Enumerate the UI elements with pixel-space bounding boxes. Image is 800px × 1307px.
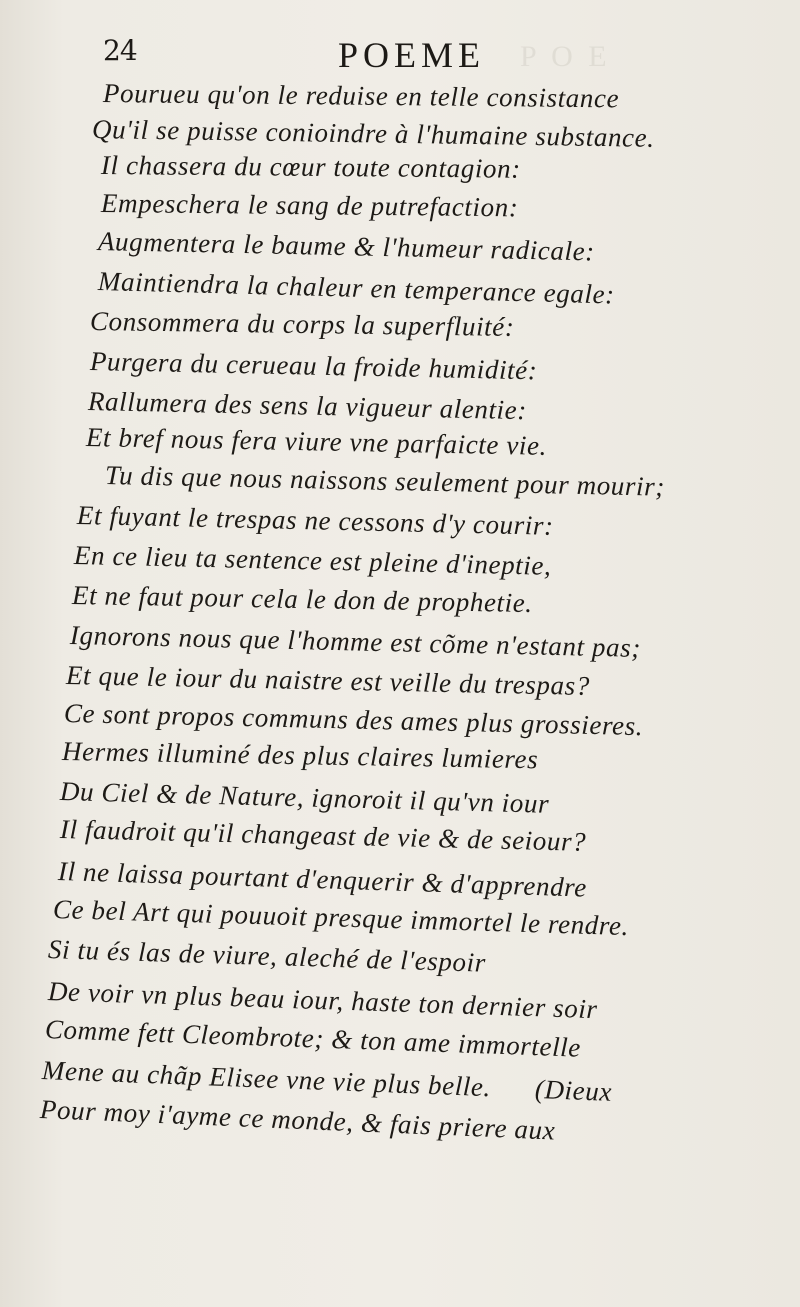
verse-line: Pourueu qu'on le reduise en telle consistance [102, 78, 620, 114]
verse-line: Ce sont propos communs des ames plus grossieres. [63, 698, 644, 742]
page-number: 24 [103, 34, 137, 67]
verse-line: Consommera du corps la superfluité: [89, 306, 515, 342]
verse-line: Hermes illuminé des plus claires lumieres [61, 736, 539, 775]
verse-line: Il chassera du cœur toute contagion: [100, 150, 521, 184]
verse-line: Rallumera des sens la vigueur alentie: [87, 386, 528, 426]
verse-line: Ignorons nous que l'homme est cõme n'estant pas; [69, 620, 642, 663]
verse-line: Maintiendra la chaleur en temperance egale: [97, 266, 616, 310]
verse-line: Augmentera le baume & l'humeur radicale: [97, 226, 596, 267]
verse-line: Purgera du cerueau la froide humidité: [89, 346, 538, 386]
verse-line: Du Ciel & de Nature, ignoroit il qu'vn iour [59, 776, 550, 819]
verse-line: Tu dis que nous naissons seulement pour mourir; [104, 460, 666, 502]
verse-line: Il faudroit qu'il changeast de vie & de seiour? [59, 814, 587, 857]
verse-line: Pour moy i'ayme ce monde, & fais priere aux [39, 1094, 556, 1146]
verse-line: Mene au chãp Elisee vne vie plus belle. (Dieux [41, 1055, 613, 1107]
verse-line: Qu'il se puisse conioindre à l'humaine substance. [91, 114, 655, 153]
verse-line: Il ne laissa pourtant d'enquerir & d'apprendre [57, 856, 588, 903]
verse-line: Et ne faut pour cela le don de prophetie. [71, 580, 533, 619]
bleed-through-text: P O E [520, 40, 611, 73]
verse-line: Ce bel Art qui pouuoit presque immortel le rendre. [52, 894, 630, 942]
verse-line: Si tu és las de viure, aleché de l'espoir [47, 934, 487, 978]
verse-line: Comme fett Cleombrote; & ton ame immortelle [44, 1014, 582, 1063]
verse-line: Et bref nous fera viure vne parfaicte vie. [85, 422, 548, 461]
verse-line: Et fuyant le trespas ne cessons d'y courir: [76, 500, 554, 541]
running-title: POEME [338, 35, 486, 75]
verse-line: En ce lieu ta sentence est pleine d'ineptie, [73, 540, 552, 581]
verse-line: Et que le iour du naistre est veille du trespas? [65, 660, 591, 701]
verse-line: Empeschera le sang de putrefaction: [100, 188, 519, 223]
verse-line: De voir vn plus beau iour, haste ton dernier soir [47, 976, 599, 1025]
